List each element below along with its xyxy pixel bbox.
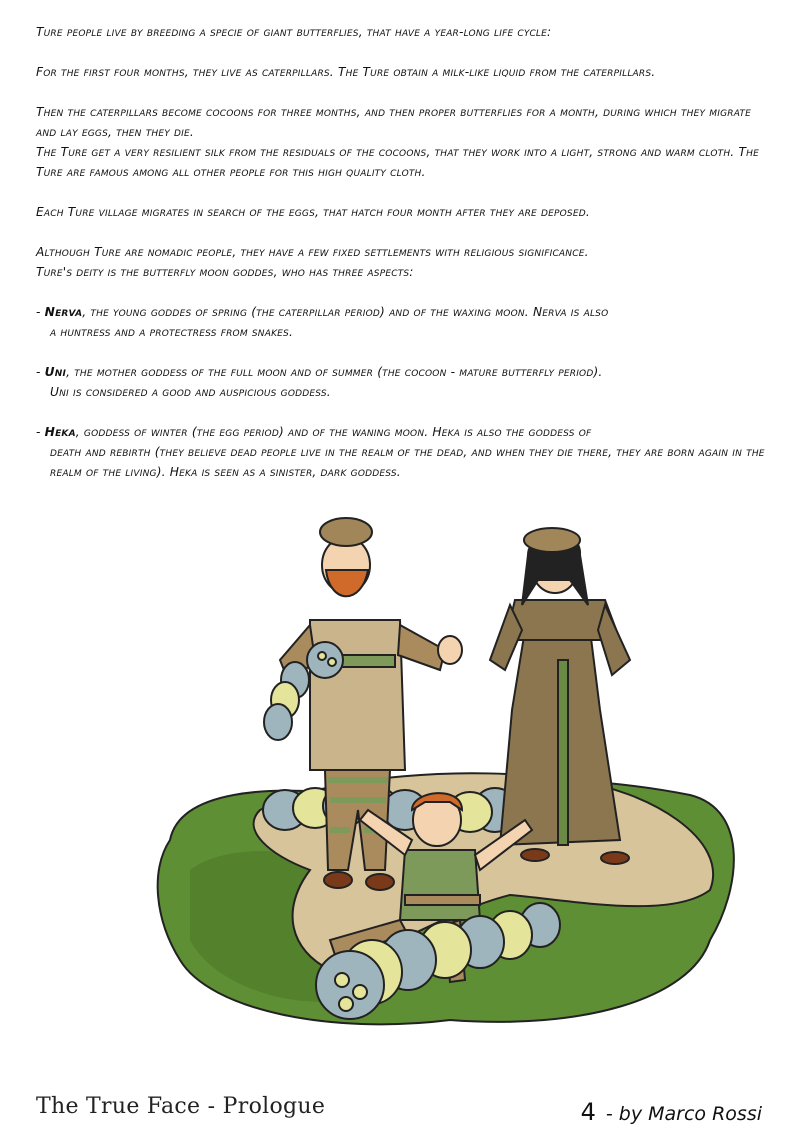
page-credit [581,1098,762,1126]
goddess-desc: , goddess of winter (the egg period) and of the waning moon. Heka is also the goddess of [75,425,592,439]
goddess-heka: - Heka, goddess of winter (the egg period) and of the waning moon. Heka is also the goddess of death and rebirth (they believe dead people live in the realm of the dead, and when they die there, they are born again in the realm of the living). Heka is seen as a sinister, dark goddess. [36,422,766,482]
goddess-desc: , the mother goddess of the full moon and of summer (the cocoon - mature butterfly period). [66,365,603,379]
comic-illustration [150,510,750,1040]
goddess-name: Nerva [44,305,83,319]
goddess-desc-cont: death and rebirth (they believe dead people live in the realm of the dead, and when they die there, they are born again in the realm of the living). Heka is seen as a sinister, dark goddess. [50,445,765,479]
goddess-desc-cont: Uni is considered a good and auspicious goddess. [50,385,331,399]
story-text [36,22,766,502]
goddess-name: Heka [44,425,76,439]
page-number: 4 [580,1098,596,1126]
paragraph-silk: The Ture get a very resilient silk from the residuals of the cocoons, that they work into a light, strong and warm cloth. The Ture are famous among all other people for this high quality cloth. [36,145,759,179]
paragraph-intro: Ture people live by breeding a specie of giant butterflies, that have a year-long life cycle: [36,25,552,39]
paragraph-migration: Each Ture village migrates in search of the eggs, that hatch four month after they are deposed. [36,205,590,219]
comic-title: The True Face - Prologue [36,1094,326,1119]
goddess-desc-cont: a huntress and a protectress from snakes. [50,325,294,339]
goddess-uni: - Uni, the mother goddess of the full moon and of summer (the cocoon - mature butterfly period). Uni is considered a good and auspicious goddess. [36,362,766,402]
paragraph-settlements: Although Ture are nomadic people, they have a few fixed settlements with religious significance. [36,245,589,259]
goddess-nerva: - Nerva, the young goddes of spring (the caterpillar period) and of the waxing moon. Nerva is also a huntress and a protectress from snakes. [36,302,766,342]
paragraph-cocoons: Then the caterpillars become cocoons for three months, and then proper butterflies for a month, during which they migrate and lay eggs, then they die. [36,105,752,139]
goddess-desc: , the young goddes of spring (the caterpillar period) and of the waxing moon. Nerva is also [82,305,609,319]
author-credit: - by Marco Rossi [605,1103,762,1125]
paragraph-caterpillars: For the first four months, they live as caterpillars. The Ture obtain a milk-like liquid from the caterpillars. [36,65,656,79]
woman-figure [490,528,630,864]
goddess-name: Uni [44,365,67,379]
paragraph-deity: Ture's deity is the butterfly moon goddes, who has three aspects: [36,265,414,279]
